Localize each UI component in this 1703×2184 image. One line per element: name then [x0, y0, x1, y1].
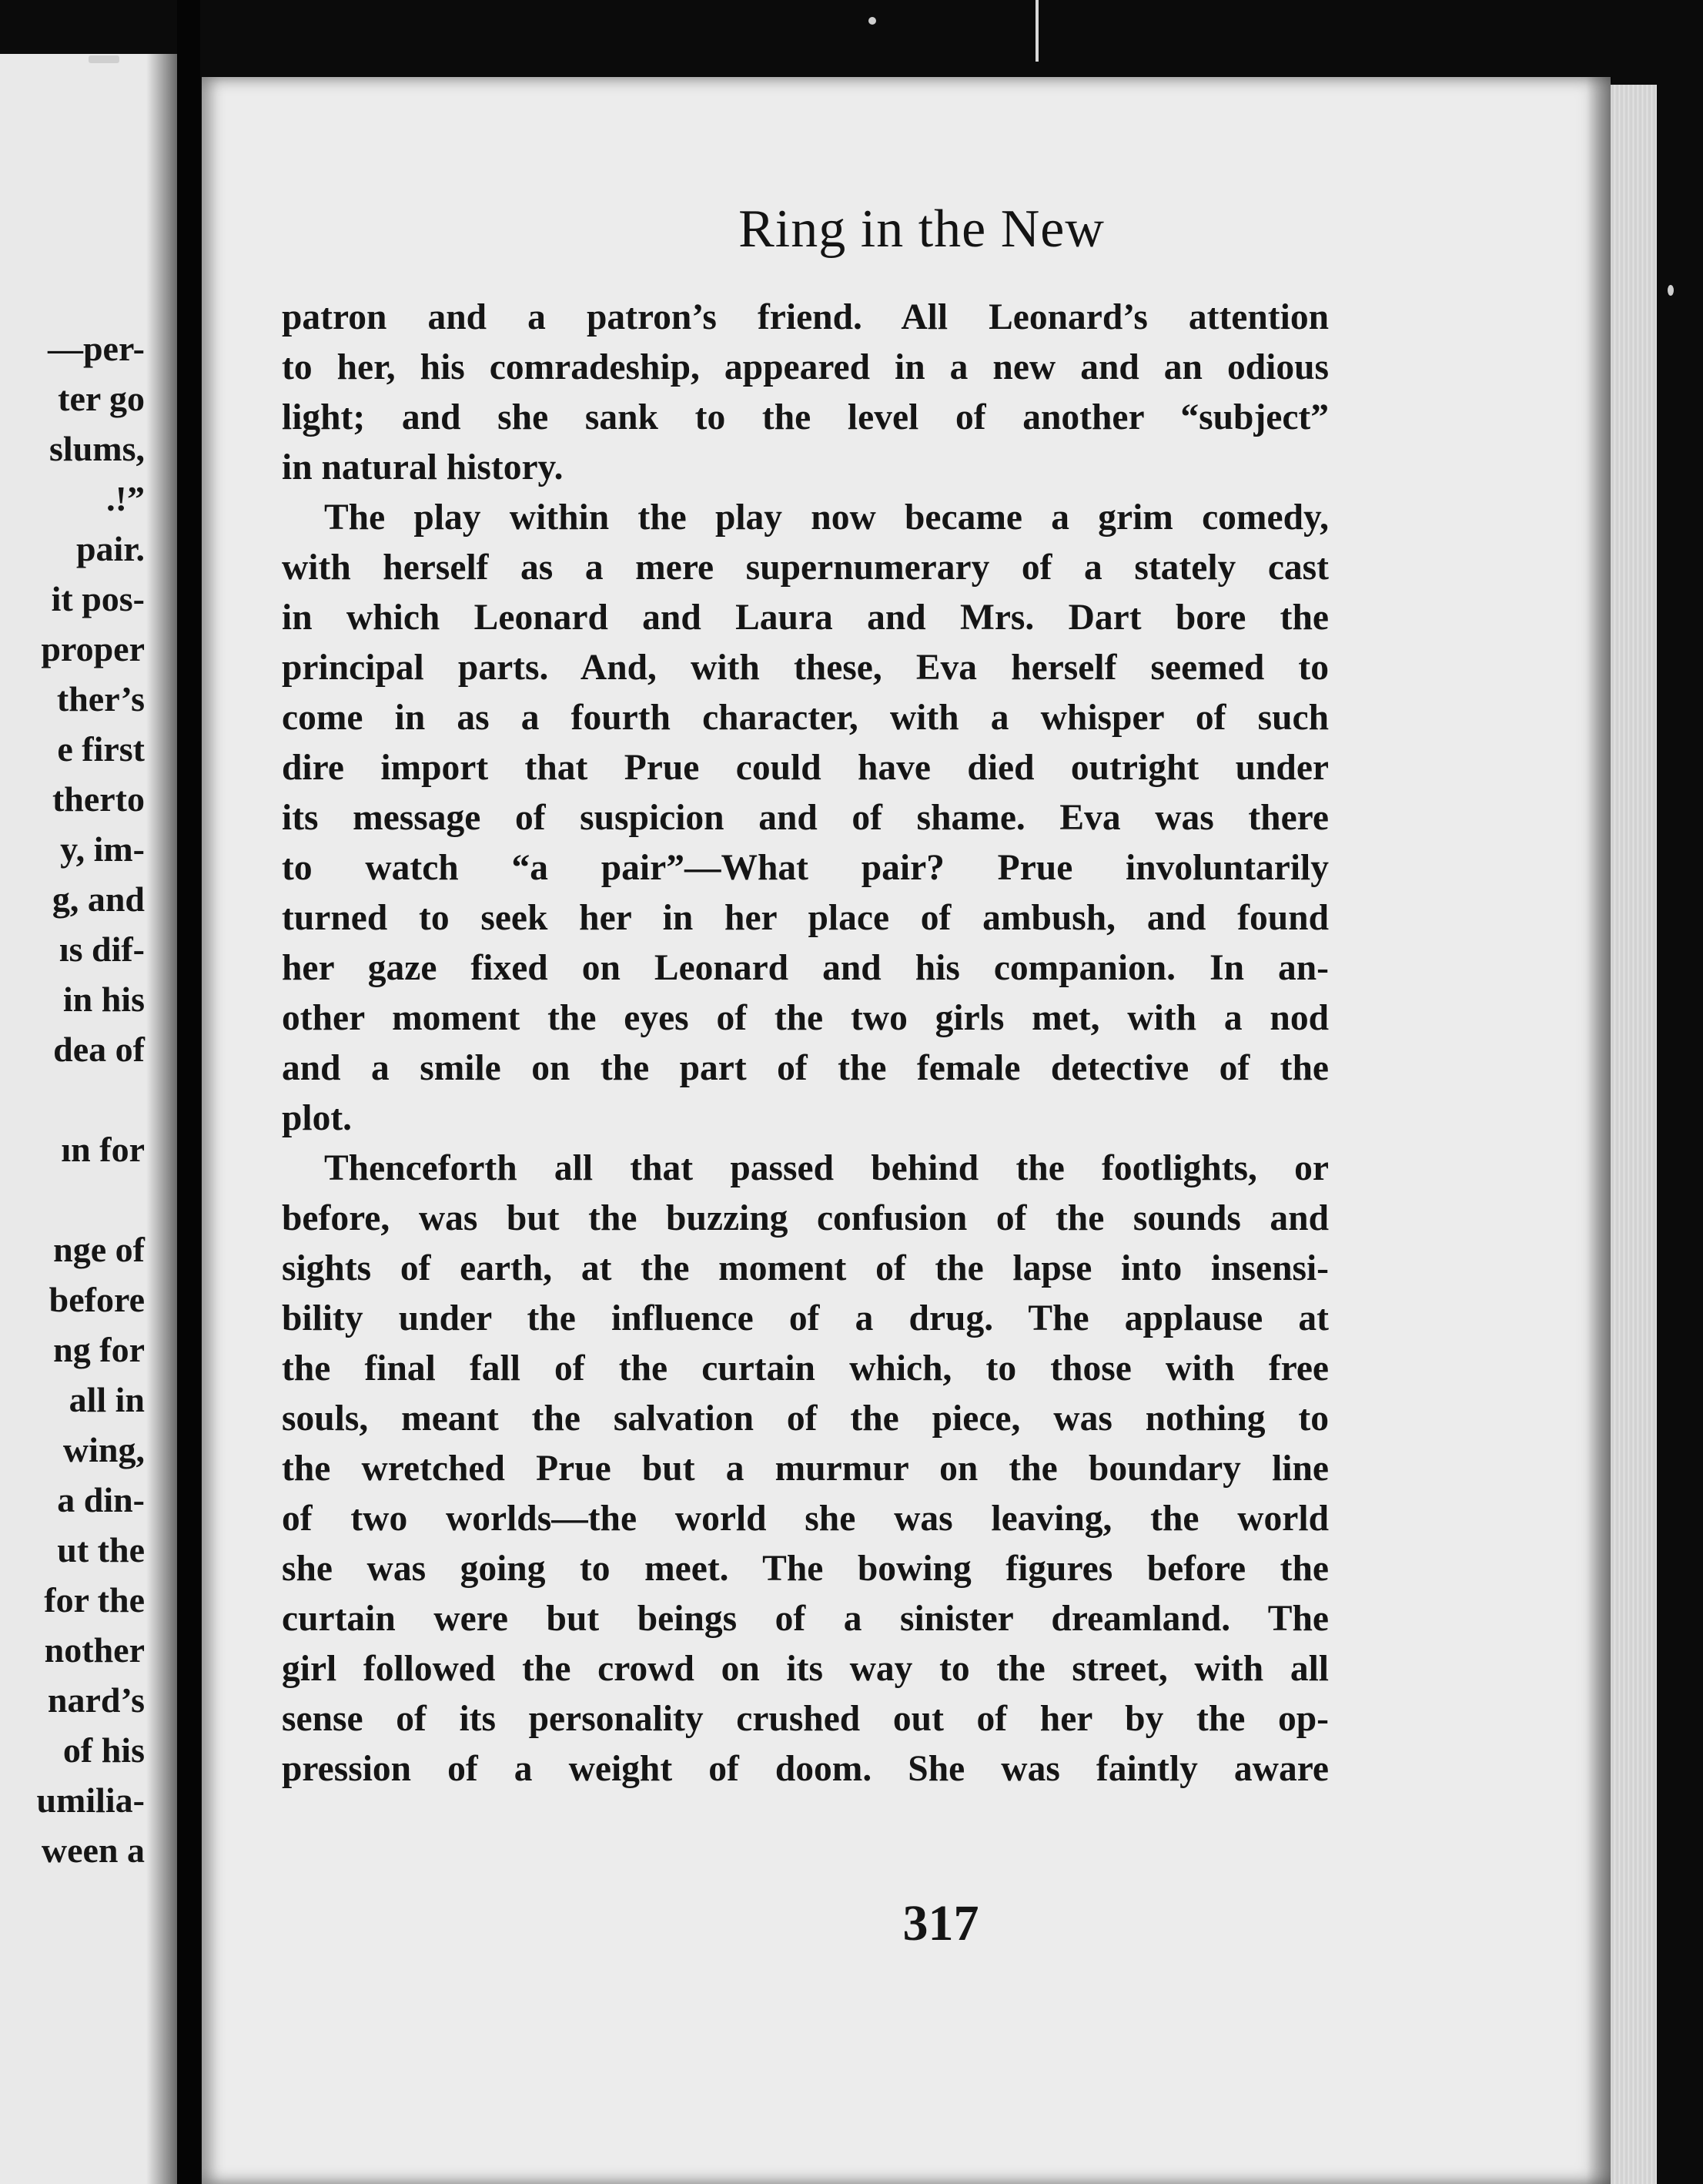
- left-line: slums,: [49, 429, 145, 468]
- text-line: to her, his comradeship, appeared in a new and an odious: [282, 347, 1329, 387]
- text-line: dire import that Prue could have died outright under: [282, 748, 1329, 788]
- left-line: e first: [57, 729, 145, 769]
- left-line: proper: [41, 629, 145, 668]
- left-line: ng for: [53, 1330, 145, 1369]
- text-line: pression of a weight of doom. She was faintly aware: [282, 1749, 1329, 1789]
- text-line: The play within the play now became a grim comedy,: [324, 497, 1329, 538]
- scan-artifact: [1668, 285, 1674, 296]
- book-spine: [177, 0, 200, 2184]
- text-line: sights of earth, at the moment of the lapse into insensi-: [282, 1248, 1329, 1288]
- text-line: in which Leonard and Laura and Mrs. Dart bore the: [282, 598, 1329, 638]
- left-line: g, and: [52, 879, 145, 919]
- page-edge-shadow: [1586, 77, 1612, 2184]
- text-line: bility under the influence of a drug. The applause at: [282, 1298, 1329, 1338]
- text-line: souls, meant the salvation of the piece, was nothing to: [282, 1398, 1329, 1439]
- text-line: before, was but the buzzing confusion of the sounds and: [282, 1198, 1329, 1238]
- left-line: for the: [44, 1580, 145, 1620]
- left-line: .!”: [106, 479, 145, 518]
- body-text: [282, 293, 1329, 1794]
- text-line: its message of suspicion and of shame. Eva was there: [282, 798, 1329, 838]
- left-line: ıs dif-: [59, 930, 145, 969]
- text-line: patron and a patron’s friend. All Leonard’s attention: [282, 297, 1329, 337]
- text-line: she was going to meet. The bowing figures before the: [282, 1549, 1329, 1589]
- left-line: nother: [44, 1630, 145, 1670]
- left-line: of his: [62, 1730, 145, 1770]
- text-line: with herself as a mere supernumerary of a stately cast: [282, 548, 1329, 588]
- gutter-shadow: [146, 54, 177, 2184]
- page-block-edge: [1611, 85, 1657, 2184]
- left-line: in his: [62, 980, 145, 1019]
- left-line: all in: [69, 1380, 145, 1419]
- left-line: it pos-: [51, 579, 145, 618]
- text-line: principal parts. And, with these, Eva herself seemed to: [282, 648, 1329, 688]
- scan-artifact: [1036, 0, 1039, 62]
- left-line: dea of: [53, 1030, 145, 1069]
- running-head: Ring in the New: [738, 199, 1105, 259]
- text-line: in natural history.: [282, 447, 564, 487]
- text-line: turned to seek her in her place of ambush, and found: [282, 898, 1329, 938]
- left-line: nard’s: [47, 1680, 145, 1720]
- text-line: sense of its personality crushed out of her by the op-: [282, 1699, 1329, 1739]
- left-line: ın for: [61, 1130, 145, 1169]
- left-line: wing,: [62, 1430, 145, 1469]
- left-line: before: [49, 1280, 145, 1319]
- left-line: y, im-: [60, 829, 145, 869]
- text-line: of two worlds—the world she was leaving, the world: [282, 1499, 1329, 1539]
- left-line: ween a: [41, 1831, 145, 1870]
- left-line: nge of: [53, 1230, 145, 1269]
- text-line: her gaze fixed on Leonard and his companion. In an-: [282, 948, 1329, 988]
- text-line: the wretched Prue but a murmur on the boundary line: [282, 1449, 1329, 1489]
- text-line: girl followed the crowd on its way to the street, with all: [282, 1649, 1329, 1689]
- left-line: pair.: [75, 529, 145, 568]
- text-line: other moment the eyes of the two girls met, with a nod: [282, 998, 1329, 1038]
- scan-artifact: [89, 55, 119, 63]
- previous-page-fragment: [0, 54, 177, 2184]
- text-line: come in as a fourth character, with a whisper of such: [282, 698, 1329, 738]
- text-line: the final fall of the curtain which, to those with free: [282, 1348, 1329, 1388]
- text-line: and a smile on the part of the female detective of the: [282, 1048, 1329, 1088]
- text-line: light; and she sank to the level of another “subject”: [282, 397, 1329, 437]
- text-line: curtain were but beings of a sinister dreamland. The: [282, 1599, 1329, 1639]
- left-line: therto: [52, 779, 145, 819]
- text-line: to watch “a pair”—What pair? Prue involuntarily: [282, 848, 1329, 888]
- page-number: 317: [902, 1895, 979, 1951]
- text-line: Thenceforth all that passed behind the footlights, or: [324, 1148, 1329, 1188]
- current-page: [202, 77, 1611, 2184]
- scan-artifact: [868, 17, 876, 25]
- left-line: —per-: [47, 329, 145, 368]
- left-line: ut the: [57, 1530, 145, 1569]
- left-line: umilia-: [36, 1780, 145, 1820]
- left-line: ther’s: [56, 679, 145, 719]
- text-line: plot.: [282, 1098, 353, 1138]
- left-line: ter go: [58, 379, 145, 418]
- left-line: a din-: [57, 1480, 145, 1519]
